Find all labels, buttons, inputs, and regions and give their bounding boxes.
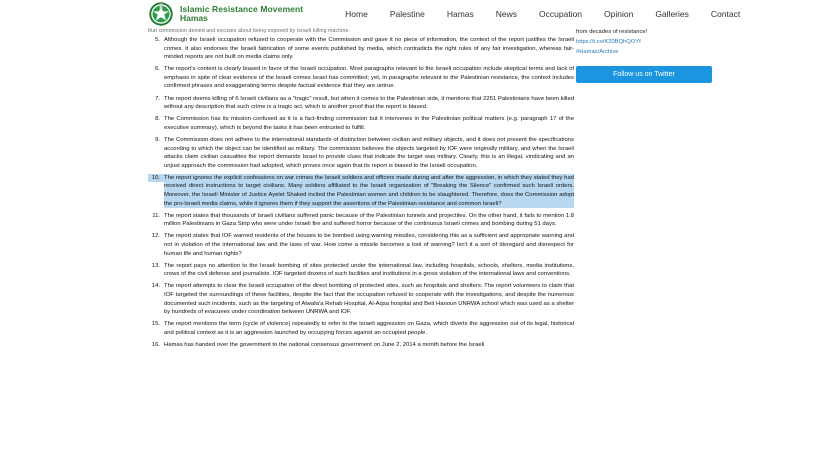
tweet-link[interactable]: https://t.co/K20BQhQOYf: [576, 39, 641, 45]
list-item-text: The report ignores the explicit confessions on war crimes the Israeli soldiers and officers made during and after the aggression, in which they stated they had received direct instructions to target civilians. Many soldiers affiliated to the Israeli organization of "Breaking the Silence" confirmed such Israeli orders. Moreover, the Israeli Minister of Justice Ayelet Shaked incited the Palestinian women and children to be slaughtered. Therefore, does the Commission adopt the pro-Israeli media claims, while it ignores them if they support the assertions of the Palestinian resistance and common Israeli?: [164, 174, 574, 207]
list-item-number: 16.: [151, 341, 160, 348]
brand[interactable]: [148, 1, 303, 27]
main-nav: [345, 9, 740, 19]
nav-item-opinion[interactable]: Opinion: [604, 9, 634, 19]
clipped-top-text: that commission denied and excuses about being exposed by Israeli killing machine.: [148, 28, 350, 34]
list-item: [148, 36, 574, 62]
follow-on-twitter-button[interactable]: Follow us on Twitter: [576, 66, 712, 83]
list-item-text: The Commission has its mission confused as it is a fact-finding commission but it intervenes in the Palestinian political matters (e.g. paragraph 17 of the executive summary), which is beyond the tasks it has been entrusted to fulfill.: [164, 116, 574, 131]
list-item-text: The report pays no attention to the Israeli bombing of sites protected under the international law, including hospitals, schools, shelters, media institutions, crews of the civil defense and journalists. IOF targeted dozens of such facilities and institutions in a gross violation of the international laws and conventions.: [164, 262, 574, 278]
twitter-widget: [576, 28, 712, 83]
nav-item-galleries[interactable]: Galleries: [655, 9, 689, 19]
list-item-text: Hamas has handed over the government to the national consensus government on June 2, 2014 a month before the Israeli: [164, 341, 485, 348]
list-item: [148, 232, 574, 258]
list-item-number: 12.: [151, 233, 160, 240]
list-item: [148, 282, 574, 316]
list-item: [148, 95, 574, 112]
list-item: [148, 320, 574, 337]
list-item-number: 14.: [151, 283, 160, 290]
tweet-hashtag-link[interactable]: #Hamas/Archive: [576, 49, 619, 55]
list-item-highlighted: [148, 174, 574, 208]
list-item-text: The report states that IOF warned residents of the houses to be bombed using warning missiles, considering this as a sufficient and appropriate warning and not in violation of the international law and the laws of war. How come a missile becomes a tool of warning? Isn't it a sort of disregard and disrespect for human life and human rights?: [164, 233, 574, 257]
nav-item-hamas[interactable]: Hamas: [446, 9, 474, 19]
nav-item-palestine[interactable]: Palestine: [389, 9, 425, 19]
list-item-number: 10.: [148, 174, 164, 183]
list-item-text: The report states that thousands of Israeli civilians suffered panic because of the Palestinian tunnels and projectiles. On the other hand, it fails to mention 1.8 million Palestinians in Gaza Strip who were under Israeli fire and suffered horror because of the continuous Israeli crimes and bombing during 51 days.: [164, 212, 574, 228]
brand-line-1: Islamic Resistance Movement: [180, 4, 304, 15]
list-item-number: 8.: [155, 116, 160, 123]
list-item-text: Although the Israeli occupation refused to cooperate with the Commission and gave it no piece of information, the context of the report justifies the Israeli crimes. It also endorses the Israeli fabrication of some events published by media, which contradicts the right rules of any fair investigation, whereas fair-minded reports are not built on media claims only.: [164, 37, 574, 61]
nav-item-contact[interactable]: Contact: [710, 9, 741, 19]
list-item-text: The report attempts to clear the Israeli occupation of the direct bombing of protected sites, such as hospitals and shelters. The report volunteers to claim that IOF targeted the surroundings of these facilities, despite the fact that the occupation refused to cooperate with the investigations, and despite the numerous documented such incidents, such as the targeting of Alwafa'a Rehab Hospital, Al-Aqsa hospital and Beit Hanoun UNRWA school which was used as a shelter by hundreds of evacuees under coordination between UNRWA and IOF.: [164, 283, 574, 316]
list-item: [148, 341, 574, 350]
document-body: [148, 28, 574, 464]
list-item-text: The report deems killing of 6 Israeli civilians as a "tragic" result, but when it comes to the Palestinian side, it mentions that 2251 Palestinians have been killed without any description that such crime is a tragic act, which is another proof that the report is biased.: [164, 95, 574, 111]
site-header: [0, 0, 820, 28]
list-item: [148, 65, 574, 91]
nav-item-occupation[interactable]: Occupation: [539, 9, 583, 19]
hamas-emblem-icon: [148, 1, 174, 27]
list-item-number: 5.: [155, 37, 160, 43]
nav-item-home[interactable]: Home: [345, 9, 368, 19]
list-item-number: 6.: [155, 66, 160, 73]
list-item-text: The Commission does not adhere to the international standards of distinction between civilian and military objects, and it does not present the specifications according to which the object can be identified as military. The commission believes the objects targeted by IOF were originally military, and when the Israeli attacks claim civilian casualties the report demands Israel to provide clues that indicate the target was military. Clearly, this is an illegal, vindicating and an unjust approach the commission had adopted, which proves once again that its report is biased to the Israeli occupation.: [164, 136, 574, 169]
list-item-number: 15.: [151, 321, 160, 328]
brand-line-2: Hamas: [180, 13, 208, 23]
tweet-text-line: from decades of resistance!: [576, 29, 648, 35]
list-item: [148, 136, 574, 170]
list-item: [148, 115, 574, 132]
list-item-number: 9.: [155, 136, 160, 143]
list-item-text: The report's context is clearly biased in favor of the Israeli occupation. Most paragraphs relevant to the Israeli occupation include skeptical terms and lack of emphasis in spite of clear evidence of the Israeli crimes Israel has committed; yet, in paragraphs relevant to the Palestinian resistance, the context includes confirmed phrases and exaggerating terms despite factual evidence that they are untrue.: [164, 66, 574, 90]
list-item-number: 13.: [151, 262, 160, 269]
list-item: [148, 262, 574, 279]
nav-item-news[interactable]: News: [495, 9, 518, 19]
list-item: [148, 212, 574, 229]
brand-text: [180, 5, 303, 23]
list-item-number: 11.: [152, 212, 160, 219]
list-item-number: 7.: [155, 95, 160, 102]
list-item-text: The report mentions the term (cycle of violence) repeatedly to refer to the Israeli aggression on Gaza, which diverts the aggression out of its legal, historical and political context as it is an aggression launched by occupying forces against an occupied people.: [164, 321, 574, 336]
